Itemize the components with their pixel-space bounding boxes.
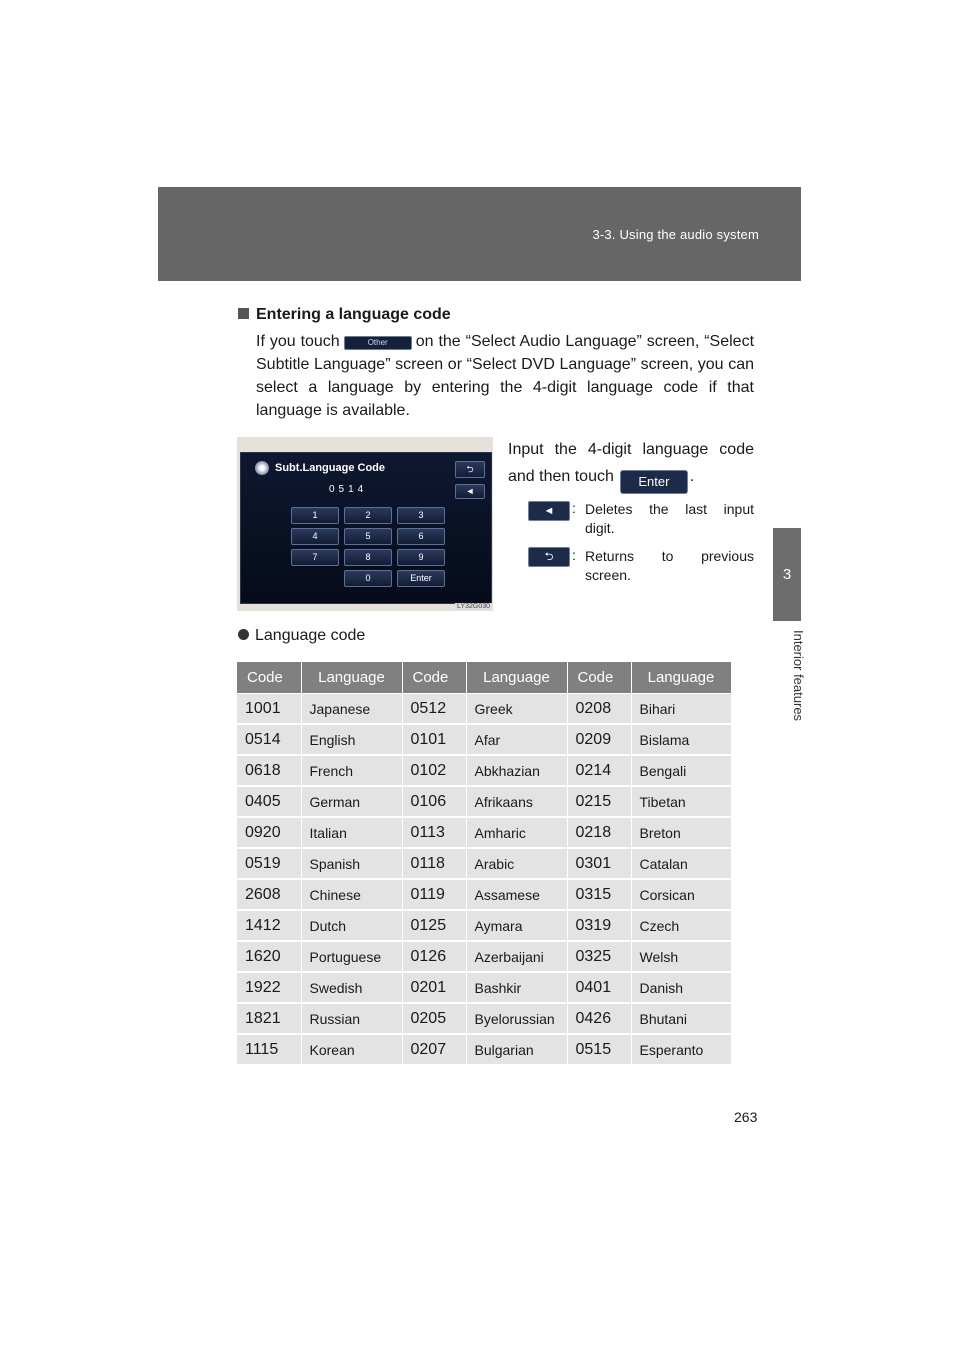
language-code-table bbox=[237, 662, 732, 1066]
table-row bbox=[237, 724, 731, 755]
key-5[interactable]: 5 bbox=[344, 528, 392, 545]
code-cell: 1821 bbox=[237, 1003, 301, 1034]
table-row bbox=[237, 910, 731, 941]
code-cell: 0319 bbox=[567, 910, 631, 941]
section-title: Entering a language code bbox=[238, 306, 451, 324]
table-row bbox=[237, 1003, 731, 1034]
language-cell: Greek bbox=[466, 694, 567, 725]
language-cell: Amharic bbox=[466, 817, 567, 848]
table-header-row bbox=[237, 662, 731, 694]
language-cell: Spanish bbox=[301, 848, 402, 879]
code-cell: 0519 bbox=[237, 848, 301, 879]
language-cell: Afar bbox=[466, 724, 567, 755]
chapter-label: Interior features bbox=[791, 630, 806, 722]
image-id: LY32G030 bbox=[457, 603, 490, 610]
disc-icon bbox=[255, 461, 269, 475]
circle-bullet-icon bbox=[238, 629, 249, 640]
language-cell: Afrikaans bbox=[466, 786, 567, 817]
entered-code: 0514 bbox=[329, 484, 368, 495]
key-6[interactable]: 6 bbox=[397, 528, 445, 545]
code-cell: 1412 bbox=[237, 910, 301, 941]
table-row bbox=[237, 786, 731, 817]
code-cell: 0102 bbox=[402, 755, 466, 786]
delete-legend-icon: ◄ bbox=[528, 501, 570, 521]
language-cell: English bbox=[301, 724, 402, 755]
language-cell: Czech bbox=[631, 910, 731, 941]
language-cell: Swedish bbox=[301, 972, 402, 1003]
language-cell: Dutch bbox=[301, 910, 402, 941]
language-code-heading: Language code bbox=[238, 627, 365, 645]
language-cell: Korean bbox=[301, 1034, 402, 1065]
key-2[interactable]: 2 bbox=[344, 507, 392, 524]
code-cell: 0207 bbox=[402, 1034, 466, 1065]
code-cell: 0208 bbox=[567, 694, 631, 725]
code-cell: 2608 bbox=[237, 879, 301, 910]
column-header: Code bbox=[237, 662, 301, 694]
code-cell: 0426 bbox=[567, 1003, 631, 1034]
intro-paragraph: If you touch Other on the “Select Audio Language” screen, “Select Subtitle Language” screen or “Select DVD Language” screen, you can select a language by entering the 4-digit language code if that language is available. bbox=[256, 333, 755, 419]
language-cell: Welsh bbox=[631, 941, 731, 972]
delete-icon[interactable]: ◄ bbox=[455, 484, 485, 499]
key-9[interactable]: 9 bbox=[397, 549, 445, 566]
table-row bbox=[237, 848, 731, 879]
code-cell: 0405 bbox=[237, 786, 301, 817]
code-cell: 0512 bbox=[402, 694, 466, 725]
screen-display bbox=[240, 452, 492, 604]
language-cell: Bashkir bbox=[466, 972, 567, 1003]
language-cell: Chinese bbox=[301, 879, 402, 910]
back-description: Returns to previous bbox=[585, 548, 754, 564]
key-7[interactable]: 7 bbox=[291, 549, 339, 566]
language-cell: Byelorussian bbox=[466, 1003, 567, 1034]
language-cell: Azerbaijani bbox=[466, 941, 567, 972]
language-cell: Corsican bbox=[631, 879, 731, 910]
code-cell: 0514 bbox=[237, 724, 301, 755]
table-row bbox=[237, 972, 731, 1003]
chapter-tab: 3 bbox=[773, 528, 801, 621]
language-cell: Catalan bbox=[631, 848, 731, 879]
key-3[interactable]: 3 bbox=[397, 507, 445, 524]
code-cell: 0618 bbox=[237, 755, 301, 786]
enter-key[interactable]: Enter bbox=[397, 570, 445, 587]
language-cell: German bbox=[301, 786, 402, 817]
enter-button-image: Enter bbox=[620, 470, 688, 494]
code-cell: 0106 bbox=[402, 786, 466, 817]
header-band bbox=[158, 187, 801, 281]
section-header: 3-3. Using the audio system bbox=[592, 227, 759, 242]
code-cell: 1620 bbox=[237, 941, 301, 972]
code-cell: 0126 bbox=[402, 941, 466, 972]
code-cell: 0125 bbox=[402, 910, 466, 941]
language-cell: Portuguese bbox=[301, 941, 402, 972]
language-cell: Assamese bbox=[466, 879, 567, 910]
code-cell: 0209 bbox=[567, 724, 631, 755]
code-cell: 0215 bbox=[567, 786, 631, 817]
code-cell: 0218 bbox=[567, 817, 631, 848]
code-cell: 1922 bbox=[237, 972, 301, 1003]
language-cell: Esperanto bbox=[631, 1034, 731, 1065]
back-description-cont: screen. bbox=[585, 567, 631, 583]
language-cell: Bihari bbox=[631, 694, 731, 725]
code-cell: 0515 bbox=[567, 1034, 631, 1065]
language-cell: Bislama bbox=[631, 724, 731, 755]
language-cell: Bengali bbox=[631, 755, 731, 786]
screen-title: Subt.Language Code bbox=[275, 462, 385, 474]
table-row bbox=[237, 941, 731, 972]
language-cell: French bbox=[301, 755, 402, 786]
column-header: Language bbox=[631, 662, 731, 694]
column-header: Language bbox=[301, 662, 402, 694]
code-cell: 0205 bbox=[402, 1003, 466, 1034]
table-body bbox=[237, 694, 731, 1066]
code-cell: 0214 bbox=[567, 755, 631, 786]
code-cell: 0101 bbox=[402, 724, 466, 755]
language-cell: Arabic bbox=[466, 848, 567, 879]
language-cell: Russian bbox=[301, 1003, 402, 1034]
code-cell: 0315 bbox=[567, 879, 631, 910]
column-header: Code bbox=[567, 662, 631, 694]
column-header: Code bbox=[402, 662, 466, 694]
code-cell: 0325 bbox=[567, 941, 631, 972]
language-cell: Aymara bbox=[466, 910, 567, 941]
table-row bbox=[237, 755, 731, 786]
language-cell: Bulgarian bbox=[466, 1034, 567, 1065]
key-0[interactable]: 0 bbox=[344, 570, 392, 587]
legend-colon: : bbox=[572, 547, 576, 563]
code-cell: 0113 bbox=[402, 817, 466, 848]
language-cell: Danish bbox=[631, 972, 731, 1003]
table-row bbox=[237, 879, 731, 910]
delete-description-cont: digit. bbox=[585, 520, 615, 536]
column-header: Language bbox=[466, 662, 567, 694]
code-cell: 1001 bbox=[237, 694, 301, 725]
table-row bbox=[237, 694, 731, 725]
language-cell: Tibetan bbox=[631, 786, 731, 817]
back-icon[interactable]: ⮌ bbox=[455, 461, 485, 478]
other-button-image: Other bbox=[344, 336, 412, 350]
instruction-line-2: and then touch Enter . bbox=[508, 466, 694, 494]
key-4[interactable]: 4 bbox=[291, 528, 339, 545]
page-number: 263 bbox=[734, 1109, 758, 1125]
code-cell: 0920 bbox=[237, 817, 301, 848]
key-8[interactable]: 8 bbox=[344, 549, 392, 566]
key-1[interactable]: 1 bbox=[291, 507, 339, 524]
language-cell: Bhutani bbox=[631, 1003, 731, 1034]
table-row bbox=[237, 1034, 731, 1065]
language-cell: Breton bbox=[631, 817, 731, 848]
delete-description: Deletes the last input bbox=[585, 501, 754, 517]
screen-illustration bbox=[237, 437, 493, 611]
language-cell: Japanese bbox=[301, 694, 402, 725]
code-cell: 0301 bbox=[567, 848, 631, 879]
back-legend-icon: ⮌ bbox=[528, 547, 570, 567]
code-cell: 0118 bbox=[402, 848, 466, 879]
instruction-line-1: Input the 4-digit language code bbox=[508, 441, 754, 458]
code-cell: 0401 bbox=[567, 972, 631, 1003]
language-cell: Italian bbox=[301, 817, 402, 848]
table-row bbox=[237, 817, 731, 848]
code-cell: 0119 bbox=[402, 879, 466, 910]
code-cell: 0201 bbox=[402, 972, 466, 1003]
legend-colon: : bbox=[572, 500, 576, 516]
code-cell: 1115 bbox=[237, 1034, 301, 1065]
language-cell: Abkhazian bbox=[466, 755, 567, 786]
square-bullet-icon bbox=[238, 308, 249, 319]
